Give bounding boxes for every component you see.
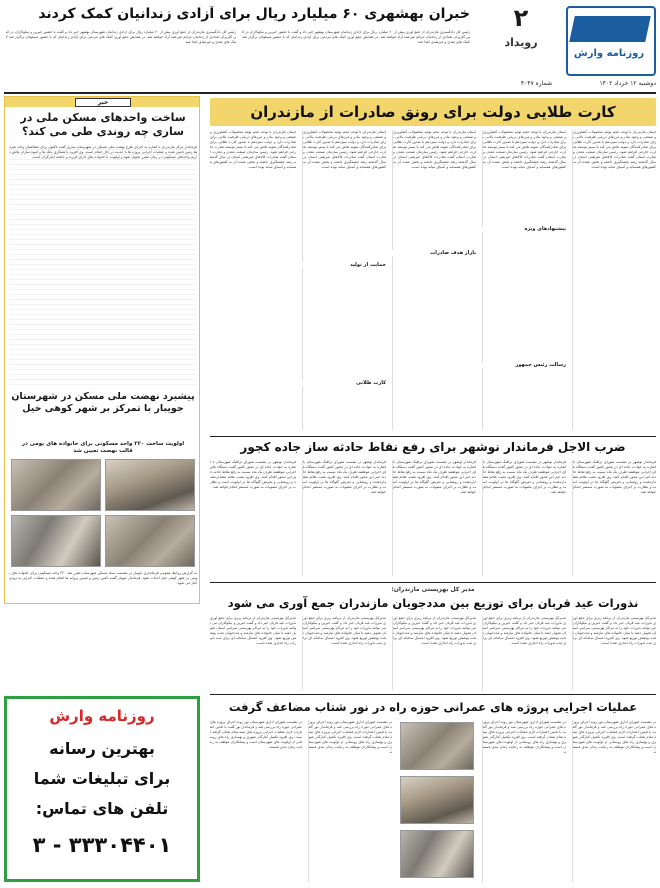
sidebar2-headline: پیشبرد نهضت ملی مسکن در شهرستان جویبار با تمرکز بر شهر کوهی خیل (11, 391, 195, 414)
story3-rule (210, 694, 656, 695)
story4-col-3: در نشست شورای اداری شهرستان نور روند اجرای پروژه های عمرانی حوزه راه بررسی شد و فرماندار نور گفت با تامین اعتبارات لازم عملیات اجرایی پروژه های نیمه تمام شتاب گرفته است. وی افزود تکمیل کنارگذر شهری و بهسازی راه های روستایی از اولویت های شهرستان است و پیمانکاران موظف به رعایت زمان بندی هستند. (308, 720, 392, 882)
ad-line-2: برای تبلیغات شما (33, 769, 171, 788)
ad-line-1: بهترین رسانه (49, 739, 155, 758)
sidebar-body: فرماندار مرکز مازندران با اشاره به اجرای طرح نهضت ملی مسکن در شهرستان ساری گفت تاکنون برای متقاضیان واجد شرایط زمین تامین شده و عملیات اجرایی پروژه ها با جدیت در حال انجام است. وی افزود با همکاری بانک ها و انبوه سازان تلاش داریم واحدهای مسکونی در زمان مقرر تحویل شود و اولویت با خانواده های دارای فرزند و جامعه ایثارگران است. (9, 145, 197, 387)
sidebar-kicker: خبر (75, 98, 131, 107)
page-number: ۲ (513, 4, 529, 32)
sidebar-kicker-bar (5, 97, 199, 107)
masthead (481, 6, 656, 94)
story4-photo-1 (400, 722, 474, 770)
lead-col-2: استان مازندران با توجه حجم تولید محصولات کشاورزی و صنعتی و وجود بنادر و مرزهای دریایی ظرفیت بالایی برای صادرات دارد و دولت سیزدهم با صدور کارت طلایی برای صادرکنندگان نمونه تلاش می کند تا بستر توسعه تجارت خارجی فراهم شود. رئیس سازمان صنعت معدن و تجارت استان گفت صادرات کالاهای غیرنفتی استان در سال گذشته رشد چشمگیری داشته و بخش عمده آن به کشورهای همسایه و آسیای میانه بوده است. (482, 130, 566, 430)
logo-text: روزنامه وارش (573, 48, 645, 59)
ad-phone-label: تلفن های تماس: (35, 799, 169, 818)
story2-headline: ضرب الاجل فرماندار نوشهر برای رفع نقاط حادثه ساز جاده کجور (240, 440, 626, 454)
sidebar-photo-1 (11, 459, 101, 511)
lead-subhead-5: کارت طلایی (302, 380, 386, 386)
lead-headline: کارت طلایی دولت برای رونق صادرات از مازندران (250, 103, 616, 121)
sidebar-photo-2 (105, 459, 195, 511)
story4-area (210, 720, 656, 884)
story3-col-4: مدیرکل بهزیستی مازندران از برنامه ریزی برای جمع آوری نذورات عید قربان خبر داد و گفت خیرین و نیکوکاران می توانند نذورات خود را به مراکز بهزیستی سراسر استان تحویل دهند تا میان خانواده های نیازمند و مددجویان تحت پوشش توزیع شود. وی افزود امسال سامانه ای برای ثبت نذورات راه اندازی شده است. (302, 616, 386, 690)
story4-col-4: در نشست شورای اداری شهرستان نور روند اجرای پروژه های عمرانی حوزه راه بررسی شد و فرماندار نور گفت با تامین اعتبارات لازم عملیات اجرایی پروژه های نیمه تمام شتاب گرفته است. وی افزود تکمیل کنارگذر شهری و بهسازی راه های روستایی از اولویت های شهرستان است و پیمانکاران موظف به رعایت زمان بندی هستند. (210, 720, 302, 749)
issue-line (482, 80, 552, 87)
story3-col-3: مدیرکل بهزیستی مازندران از برنامه ریزی برای جمع آوری نذورات عید قربان خبر داد و گفت خیرین و نیکوکاران می توانند نذورات خود را به مراکز بهزیستی سراسر استان تحویل دهند تا میان خانواده های نیازمند و مددجویان تحت پوشش توزیع شود. وی افزود امسال سامانه ای برای ثبت نذورات راه اندازی شده است. (392, 616, 476, 690)
masthead-logo (566, 6, 656, 76)
lead-col-3: استان مازندران با توجه حجم تولید محصولات کشاورزی و صنعتی و وجود بنادر و مرزهای دریایی ظرفیت بالایی برای صادرات دارد و دولت سیزدهم با صدور کارت طلایی برای صادرکنندگان نمونه تلاش می کند تا بستر توسعه تجارت خارجی فراهم شود. رئیس سازمان صنعت معدن و تجارت استان گفت صادرات کالاهای غیرنفتی استان در سال گذشته رشد چشمگیری داشته و بخش عمده آن به کشورهای همسایه و آسیای میانه بوده است. (392, 130, 476, 430)
sidebar2-subtitle: اولویت ساخت ۲۲۰ واحد مسکونی برای خانواده های بومی در قالب نهضت تعیین شد (21, 441, 185, 454)
story3-columns (210, 616, 656, 692)
top-story-headline: خبران بهشهری ۶۰ میلیارد ریال برای آزادی زندانیان کمک کردند (38, 6, 470, 22)
story4-photo-2 (400, 776, 474, 824)
lead-col-1: استان مازندران با توجه حجم تولید محصولات کشاورزی و صنعتی و وجود بنادر و مرزهای دریایی ظرفیت بالایی برای صادرات دارد و دولت سیزدهم با صدور کارت طلایی برای صادرکنندگان نمونه تلاش می کند تا بستر توسعه تجارت خارجی فراهم شود. رئیس سازمان صنعت معدن و تجارت استان گفت صادرات کالاهای غیرنفتی استان در سال گذشته رشد چشمگیری داشته و بخش عمده آن به کشورهای همسایه و آسیای میانه بوده است. (572, 130, 656, 430)
story3-kicker: مدیر کل بهزیستی مازندران: (391, 586, 475, 593)
story3-col-2: مدیرکل بهزیستی مازندران از برنامه ریزی برای جمع آوری نذورات عید قربان خبر داد و گفت خیرین و نیکوکاران می توانند نذورات خود را به مراکز بهزیستی سراسر استان تحویل دهند تا میان خانواده های نیازمند و مددجویان تحت پوشش توزیع شود. وی افزود امسال سامانه ای برای ثبت نذورات راه اندازی شده است. (482, 616, 566, 690)
issue-number: ۴۰۴۷ (520, 80, 534, 87)
lead-subhead-4: حمایت از تولید (302, 262, 386, 268)
story3-col-1: مدیرکل بهزیستی مازندران از برنامه ریزی برای جمع آوری نذورات عید قربان خبر داد و گفت خیرین و نیکوکاران می توانند نذورات خود را به مراکز بهزیستی سراسر استان تحویل دهند تا میان خانواده های نیازمند و مددجویان تحت پوشش توزیع شود. وی افزود امسال سامانه ای برای ثبت نذورات راه اندازی شده است. (572, 616, 656, 690)
story2-col-2: فرماندار نوشهر در نشست شورای ترافیک شهرستان با اشاره به حوادث جاده ای در محور کجور گفت دستگاه های اجرایی موظفند ظرف یک ماه نسبت به رفع نقاط حادثه خیز این محور اقدام کنند. وی افزود نصب علائم هشداردهنده و روشنایی و تعریض گلوگاه ها در اولویت است و نظارت بر اجرای مصوبات به صورت مستمر انجام خواهد شد. (482, 460, 566, 576)
sidebar-headline: ساخت واحدهای مسکن ملی در ساری چه روندی طی می کند؟ (20, 111, 186, 138)
sidebar2-body: به گزارش روابط عمومی فرمانداری جویبار در نشست ستاد مسکن شهرستان مقرر شد ۲۲۰ واحد مسکونی برای خانواده های بومی در شهر کوهی خیل احداث شود. فرماندار جویبار گفت تامین زمین و صدور پروانه ها انجام شده و عملیات اجرایی به زودی آغاز می شود. (9, 571, 197, 585)
story4-col-2: در نشست شورای اداری شهرستان نور روند اجرای پروژه های عمرانی حوزه راه بررسی شد و فرماندار نور گفت با تامین اعتبارات لازم عملیات اجرایی پروژه های نیمه تمام شتاب گرفته است. وی افزود تکمیل کنارگذر شهری و بهسازی راه های روستایی از اولویت های شهرستان است و پیمانکاران موظف به رعایت زمان بندی هستند. (482, 720, 566, 882)
story4-photo-3 (400, 830, 474, 878)
lead-subhead-1: پیشنهادهای ویژه (482, 226, 566, 232)
ad-phone: ۳ - ۳۳۳۰۴۴۰۱ (32, 833, 172, 857)
story4-col-1: در نشست شورای اداری شهرستان نور روند اجرای پروژه های عمرانی حوزه راه بررسی شد و فرماندار نور گفت با تامین اعتبارات لازم عملیات اجرایی پروژه های نیمه تمام شتاب گرفته است. وی افزود تکمیل کنارگذر شهری و بهسازی راه های روستایی از اولویت های شهرستان است و پیمانکاران موظف به رعایت زمان بندی هستند. (572, 720, 656, 882)
story2-col-4: فرماندار نوشهر در نشست شورای ترافیک شهرستان با اشاره به حوادث جاده ای در محور کجور گفت دستگاه های اجرایی موظفند ظرف یک ماه نسبت به رفع نقاط حادثه خیز این محور اقدام کنند. وی افزود نصب علائم هشداردهنده و روشنایی و تعریض گلوگاه ها در اولویت است و نظارت بر اجرای مصوبات به صورت مستمر انجام خواهد شد. (302, 460, 386, 576)
story2-col-3: فرماندار نوشهر در نشست شورای ترافیک شهرستان با اشاره به حوادث جاده ای در محور کجور گفت دستگاه های اجرایی موظفند ظرف یک ماه نسبت به رفع نقاط حادثه خیز این محور اقدام کنند. وی افزود نصب علائم هشداردهنده و روشنایی و تعریض گلوگاه ها در اولویت است و نظارت بر اجرای مصوبات به صورت مستمر انجام خواهد شد. (392, 460, 476, 576)
story2-rule (210, 582, 656, 583)
story4-headline: عملیات اجرایی پروژه های عمرانی حوزه راه در نور شتاب مضاعف گرفت (228, 700, 638, 714)
lead-col-4: استان مازندران با توجه حجم تولید محصولات کشاورزی و صنعتی و وجود بنادر و مرزهای دریایی ظرفیت بالایی برای صادرات دارد و دولت سیزدهم با صدور کارت طلایی برای صادرکنندگان نمونه تلاش می کند تا بستر توسعه تجارت خارجی فراهم شود. رئیس سازمان صنعت معدن و تجارت استان گفت صادرات کالاهای غیرنفتی استان در سال گذشته رشد چشمگیری داشته و بخش عمده آن به کشورهای همسایه و آسیای میانه بوده است. (302, 130, 386, 430)
issue-label: شماره (535, 80, 552, 87)
lead-subhead-2: رسالت رئیس جمهور (482, 362, 566, 368)
lead-col-5: استان مازندران با توجه حجم تولید محصولات کشاورزی و صنعتی و وجود بنادر و مرزهای دریایی ظرفیت بالایی برای صادرات دارد و دولت سیزدهم با صدور کارت طلایی برای صادرکنندگان نمونه تلاش می کند تا بستر توسعه تجارت خارجی فراهم شود. رئیس سازمان صنعت معدن و تجارت استان گفت صادرات کالاهای غیرنفتی استان در سال گذشته رشد چشمگیری داشته و بخش عمده آن به کشورهای همسایه و آسیای میانه بوده است. (210, 130, 296, 169)
story3-headline: نذورات عید قربان برای توزیع بین مددجویان مازندران جمع آوری می شود (227, 596, 639, 610)
ad-logo: روزنامه وارش (49, 707, 155, 725)
ad-box (4, 696, 200, 882)
lead-columns (210, 130, 656, 434)
top-rule (4, 92, 656, 94)
section-label: رویداد (504, 36, 538, 49)
sidebar-photo-4 (105, 515, 195, 567)
lead-headline-bar (210, 98, 656, 126)
date-line: دوشنبه ۱۲ خرداد ۱۴۰۲ (599, 80, 656, 87)
story3-col-5: مدیرکل بهزیستی مازندران از برنامه ریزی برای جمع آوری نذورات عید قربان خبر داد و گفت خیرین و نیکوکاران می توانند نذورات خود را به مراکز بهزیستی سراسر استان تحویل دهند تا میان خانواده های نیازمند و مددجویان تحت پوشش توزیع شود. وی افزود امسال سامانه ای برای ثبت نذورات راه اندازی شده است. (210, 616, 296, 645)
top-story-body-cont: رئیس کل دادگستری مازندران از جمع آوری بیش از ۶۰ میلیارد ریال برای آزادی زندانیان شهرستان بهشهر خبر داد و گفت با حضور خیرین و نیکوکاران در آئین گلریزان تعدادی از زندانیان جرائم غیرعمد آزاد خواهند شد. در همایش جمع آوری کمک های مردمی برای آزادی زندانیان که با حضور مسئولان برگزار شد کمک های نقدی و غیرنقدی اهدا شد. (6, 30, 236, 44)
story2-columns (210, 460, 656, 580)
lead-subhead-3: بازار هدف صادرات (392, 250, 476, 256)
sidebar-left (4, 96, 200, 604)
sidebar-photo-3 (11, 515, 101, 567)
story2-col-5: فرماندار نوشهر در نشست شورای ترافیک شهرستان با اشاره به حوادث جاده ای در محور کجور گفت دستگاه های اجرایی موظفند ظرف یک ماه نسبت به رفع نقاط حادثه خیز این محور اقدام کنند. وی افزود نصب علائم هشداردهنده و روشنایی و تعریض گلوگاه ها در اولویت است و نظارت بر اجرای مصوبات به صورت مستمر انجام خواهد شد. (210, 460, 296, 489)
top-story-body: رئیس کل دادگستری مازندران از جمع آوری بیش از ۶۰ میلیارد ریال برای آزادی زندانیان شهرستان بهشهر خبر داد و گفت با حضور خیرین و نیکوکاران در آئین گلریزان تعدادی از زندانیان جرائم غیرعمد آزاد خواهند شد. در همایش جمع آوری کمک های مردمی برای آزادی زندانیان که با حضور مسئولان برگزار شد کمک های نقدی و غیرنقدی اهدا شد. (242, 30, 470, 44)
story2-col-1: فرماندار نوشهر در نشست شورای ترافیک شهرستان با اشاره به حوادث جاده ای در محور کجور گفت دستگاه های اجرایی موظفند ظرف یک ماه نسبت به رفع نقاط حادثه خیز این محور اقدام کنند. وی افزود نصب علائم هشداردهنده و روشنایی و تعریض گلوگاه ها در اولویت است و نظارت بر اجرای مصوبات به صورت مستمر انجام خواهد شد. (572, 460, 656, 576)
lead-rule (210, 436, 656, 437)
